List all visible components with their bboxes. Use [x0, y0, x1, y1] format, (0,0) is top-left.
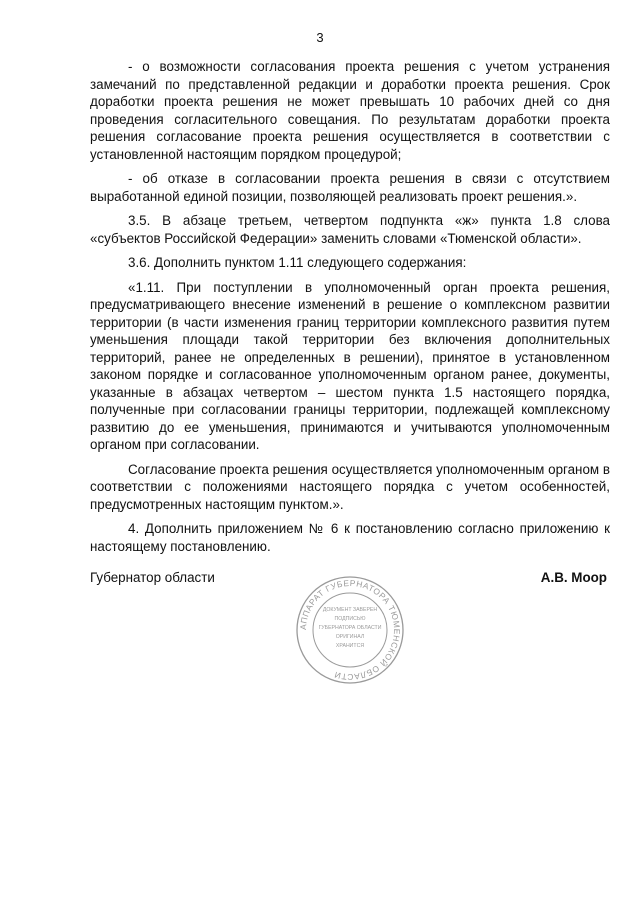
paragraph-approval-procedure: Согласование проекта решения осуществляется уполномоченным органом в соответствии с положениями настоящего порядка с учетом особенностей, предусмотренных настоящим пунктом.».: [90, 461, 610, 512]
signature-title: Губернатор области: [90, 570, 215, 585]
paragraph-1-11: «1.11. При поступлении в уполномоченный орган проекта решения, предусматривающего внесение изменений в решение о комплексном развитии территории (в части изменения границ территории комплексного развития путем уменьшения площади такой территории без включения дополнительных территорий, ранее не определенных в решении), принятое в установленном законом порядке и согласованное уполномоченным органом ранее, документы, указанные в абзацах четвертом – шестом пункта 1.5 настоящего порядка, полученные при согласовании границы территории, подлежащей комплексному развитию до ее уменьшения, принимаются и учитываются уполномоченным органом при согласовании.: [90, 279, 610, 452]
paragraph-4: 4. Дополнить приложением № 6 к постановлению согласно приложению к настоящему постановлению.: [90, 521, 610, 554]
paragraph-approval-option: - о возможности согласования проекта решения с учетом устранения замечаний по представленной редакции и доработки проекта решения. Срок доработки проекта решения не может превышать 10 рабочих дней со дня проведения согласительного совещания. По результатам доработки проекта решения согласование проекта решения осуществляется в соответствии с установленной настоящим порядком процедурой;: [90, 59, 610, 162]
document-body: [90, 58, 610, 562]
seal-inner-line-1: ДОКУМЕНТ ЗАВЕРЕН: [322, 607, 378, 613]
paragraph-refusal-option: - об отказе в согласовании проекта решения в связи с отсутствием выработанной единой позиции, позволяющей реализовать проект решения.».: [90, 171, 610, 204]
signature-name: А.В. Моор: [540, 570, 607, 585]
official-seal: [295, 575, 405, 685]
page-number: 3: [316, 30, 324, 45]
seal-inner-line-3: ГУБЕРНАТОРА ОБЛАСТИ: [318, 625, 382, 631]
paragraph-3-6: 3.6. Дополнить пунктом 1.11 следующего содержания:: [128, 255, 467, 270]
seal-inner-line-2: ПОДПИСЬЮ: [334, 616, 366, 622]
paragraph-3-5: 3.5. В абзаце третьем, четвертом подпункта «ж» пункта 1.8 слова «субъектов Российской Федерации» заменить словами «Тюменской области».: [90, 213, 610, 246]
seal-inner-line-5: ХРАНИТСЯ: [335, 643, 365, 649]
seal-inner-line-4: ОРИГИНАЛ: [335, 634, 365, 640]
seal-outer-text: АППАРАТ ГУБЕРНАТОРА ТЮМЕНСКОЙ ОБЛАСТИ: [297, 577, 403, 683]
